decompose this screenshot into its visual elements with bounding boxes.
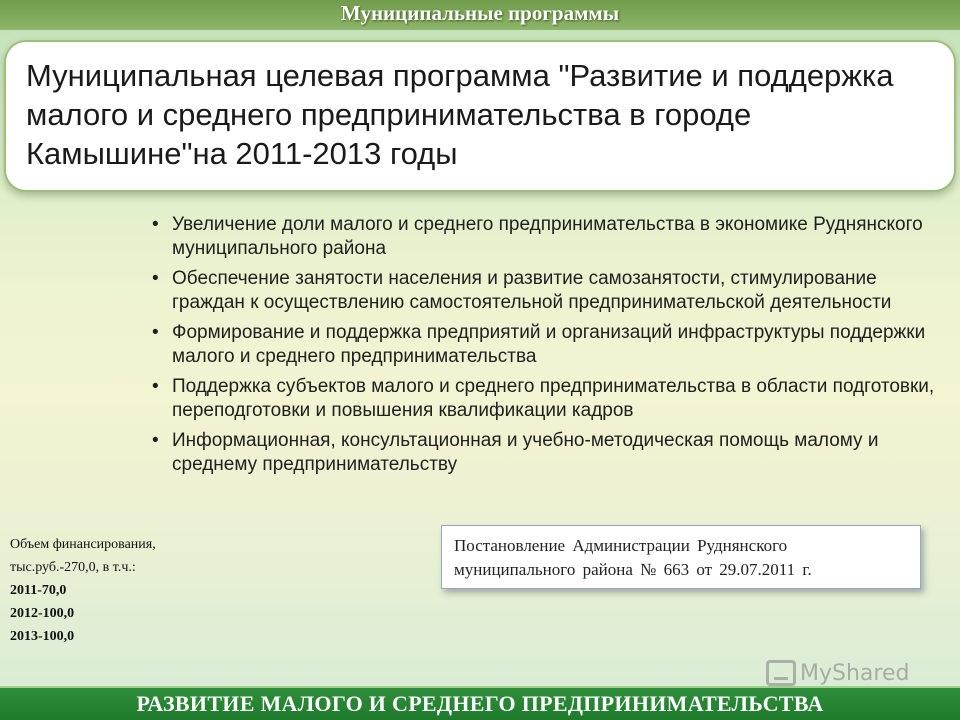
bullet-icon: • bbox=[152, 322, 159, 343]
watermark bbox=[766, 656, 926, 690]
financing-total: тыс.руб.-270,0, в т.ч.: bbox=[10, 560, 136, 575]
myshared-logo-icon bbox=[766, 660, 796, 686]
program-title: Муниципальная целевая программа "Развитие и поддержка малого и среднего предпринимательства в городе Камышине"на 2011-2013 годы bbox=[26, 58, 894, 171]
list-item bbox=[150, 375, 945, 423]
list-item bbox=[150, 429, 945, 477]
goal-text: Обеспечение занятости населения и развитие самозанятости, стимулирование граждан к осуществлению самостоятельной предпринимательской деятельности bbox=[172, 268, 892, 313]
bullet-icon: • bbox=[152, 268, 159, 289]
bullet-icon: • bbox=[152, 376, 159, 397]
goal-text: Увеличение доли малого и среднего предпринимательства в экономике Руднянского муниципального района bbox=[172, 214, 923, 259]
list-item bbox=[150, 267, 945, 315]
list-item bbox=[150, 213, 945, 261]
footer-banner: РАЗВИТИЕ МАЛОГО И СРЕДНЕГО ПРЕДПРИНИМАТЕЛЬСТВА bbox=[0, 686, 960, 720]
financing-block bbox=[10, 533, 240, 648]
financing-label: Объем финансирования, bbox=[10, 537, 156, 552]
goal-text: Формирование и поддержка предприятий и организаций инфраструктуры поддержки малого и среднего предпринимательства bbox=[172, 322, 926, 367]
slide-header: Муниципальные программы bbox=[340, 1, 620, 25]
goals-list bbox=[150, 213, 945, 483]
goal-text: Информационная, консультационная и учебно-методическая помощь малому и среднему предпринимательству bbox=[172, 430, 879, 475]
list-item bbox=[150, 321, 945, 369]
watermark-text: MyShared bbox=[800, 660, 910, 686]
decree-text: Постановление Администрации Руднянского муниципального района № 663 от 29.07.2011 г. bbox=[454, 536, 812, 579]
bullet-icon: • bbox=[152, 430, 159, 451]
decree-box bbox=[441, 525, 921, 589]
bullet-icon: • bbox=[152, 214, 159, 235]
financing-2011: 2011-70,0 bbox=[10, 583, 67, 598]
financing-2013: 2013-100,0 bbox=[10, 629, 75, 644]
goal-text: Поддержка субъектов малого и среднего предпринимательства в области подготовки, переподготовки и повышения квалификации кадров bbox=[172, 376, 935, 421]
program-title-box bbox=[4, 40, 956, 192]
financing-2012: 2012-100,0 bbox=[10, 606, 75, 621]
